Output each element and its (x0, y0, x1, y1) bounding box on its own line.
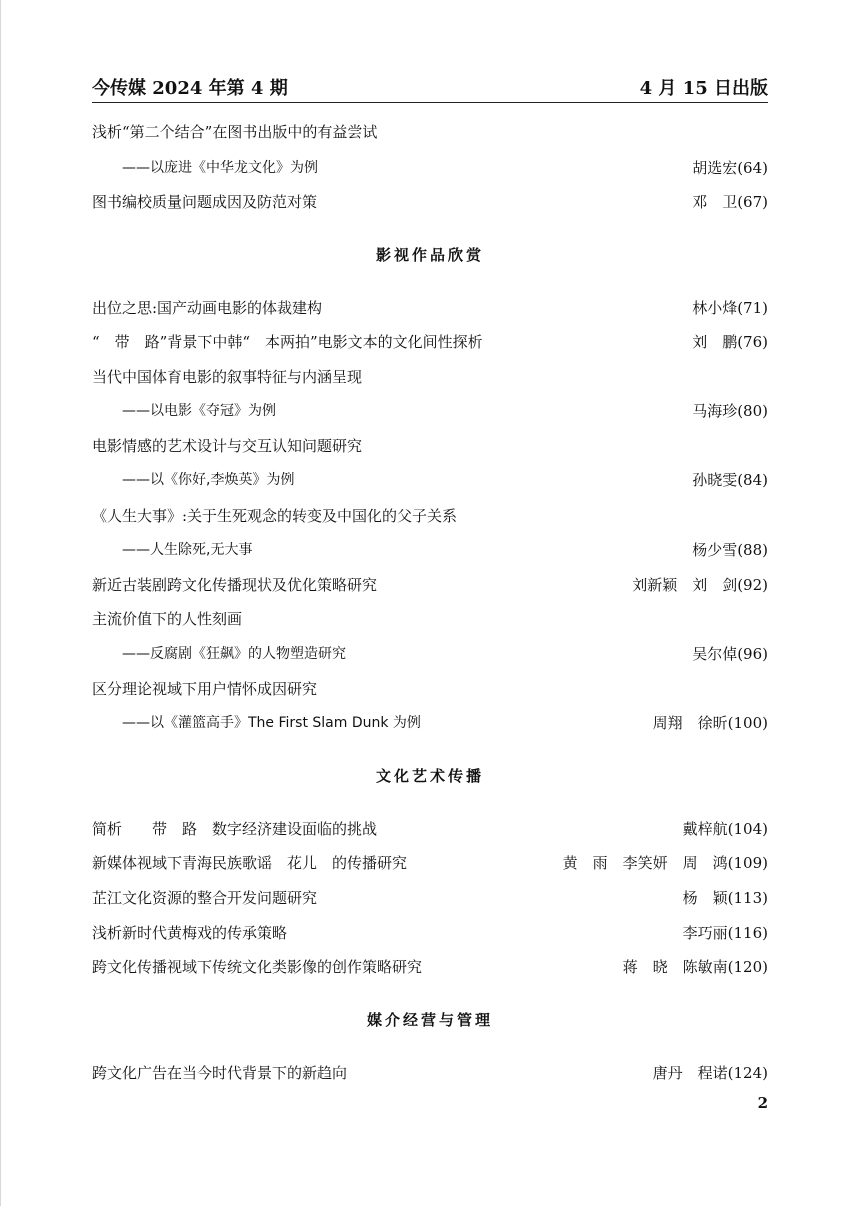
toc-entry[interactable] (92, 816, 768, 842)
toc-entry[interactable] (92, 189, 768, 215)
article-author-page: 周翔 徐昕(100) (652, 714, 768, 732)
article-author-page: 杨 颖(113) (682, 889, 768, 907)
article-title: 区分理论视域下用户情怀成因研究 (92, 680, 318, 698)
toc-subtitle[interactable] (122, 398, 768, 424)
toc-entry[interactable] (92, 295, 768, 321)
article-author-page: 杨少雪(88) (692, 541, 768, 559)
article-author-page: 黄 雨 李笑妍 周 鸿(109) (562, 854, 768, 872)
toc-subtitle[interactable] (122, 641, 768, 667)
section-heading: 影视作品欣赏 (375, 246, 484, 264)
toc-subtitle[interactable] (122, 155, 768, 181)
article-author-page: 邓 卫(67) (692, 193, 768, 211)
toc-entry[interactable] (92, 572, 768, 598)
article-title: “ 带 路”背景下中韩“ 本两拍”电影文本的文化间性探析 (92, 333, 483, 351)
article-subtitle: ——反腐剧《狂飙》的人物塑造研究 (122, 646, 346, 662)
toc-entry[interactable] (92, 329, 768, 355)
toc-entry[interactable] (92, 364, 768, 390)
article-title: 电影情感的艺术设计与交互认知问题研究 (92, 437, 363, 455)
article-subtitle: ——以电影《夺冠》为例 (122, 403, 276, 419)
journal-issue: 今传媒 2024 年第 4 期 (92, 78, 288, 99)
article-author-page: 戴梓航(104) (682, 820, 768, 838)
article-title: 主流价值下的人性刻画 (92, 610, 243, 628)
article-title: 出位之思:国产动画电影的体裁建构 (92, 299, 323, 317)
section-heading: 文化艺术传播 (375, 767, 484, 785)
toc-entry[interactable] (92, 1060, 768, 1086)
article-author-page: 胡选宏(64) (692, 159, 768, 177)
article-title: 跨文化广告在当今时代背景下的新趋向 (92, 1064, 348, 1082)
section-heading: 媒介经营与管理 (366, 1011, 493, 1029)
toc-entry[interactable] (92, 433, 768, 459)
publication-date: 4 月 15 日出版 (639, 78, 768, 99)
header-rule (92, 102, 768, 103)
article-title: 图书编校质量问题成因及防范对策 (92, 193, 318, 211)
article-subtitle: ——人生除死,无大事 (122, 542, 253, 558)
article-author-page: 蒋 晓 陈敏南(120) (622, 958, 768, 976)
toc-subtitle[interactable] (122, 537, 768, 563)
article-author-page: 吴尔倬(96) (692, 645, 768, 663)
toc-entry[interactable] (92, 885, 768, 911)
article-author-page: 马海珍(80) (692, 402, 768, 420)
article-title: 芷江文化资源的整合开发问题研究 (92, 889, 318, 907)
toc-entry[interactable] (92, 606, 768, 632)
toc-entry[interactable] (92, 503, 768, 529)
article-author-page: 刘 鹏(76) (692, 333, 768, 351)
article-title: 当代中国体育电影的叙事特征与内涵呈现 (92, 368, 363, 386)
page-number: 2 (757, 1094, 768, 1112)
article-title: 浅析新时代黄梅戏的传承策略 (92, 924, 288, 942)
article-author-page: 李巧丽(116) (682, 924, 768, 942)
article-subtitle: ——以《你好,李焕英》为例 (122, 472, 295, 488)
article-title: 浅析“第二个结合”在图书出版中的有益尝试 (92, 123, 378, 141)
toc-subtitle[interactable] (122, 467, 768, 493)
toc-entry[interactable] (92, 954, 768, 980)
article-author-page: 唐丹 程诺(124) (652, 1064, 768, 1082)
toc-entry[interactable] (92, 920, 768, 946)
page-edge (0, 0, 1, 1206)
article-author-page: 林小烽(71) (692, 299, 768, 317)
article-subtitle: ——以庞进《中华龙文化》为例 (122, 160, 318, 176)
toc-entry[interactable] (92, 676, 768, 702)
article-subtitle: ——以《灌篮高手》The First Slam Dunk 为例 (122, 715, 421, 731)
article-title: 新近古装剧跨文化传播现状及优化策略研究 (92, 576, 378, 594)
article-title: 新媒体视域下青海民族歌谣 花儿 的传播研究 (92, 854, 408, 872)
running-header (92, 74, 768, 102)
toc-entry[interactable] (92, 850, 768, 876)
article-title: 跨文化传播视域下传统文化类影像的创作策略研究 (92, 958, 423, 976)
article-title: 《人生大事》:关于生死观念的转变及中国化的父子关系 (92, 507, 458, 525)
toc-subtitle[interactable] (122, 710, 768, 736)
toc-entry[interactable] (92, 119, 768, 145)
article-author-page: 孙晓雯(84) (692, 471, 768, 489)
article-title: 简析 带 路 数字经济建设面临的挑战 (92, 820, 378, 838)
article-author-page: 刘新颖 刘 剑(92) (632, 576, 768, 594)
